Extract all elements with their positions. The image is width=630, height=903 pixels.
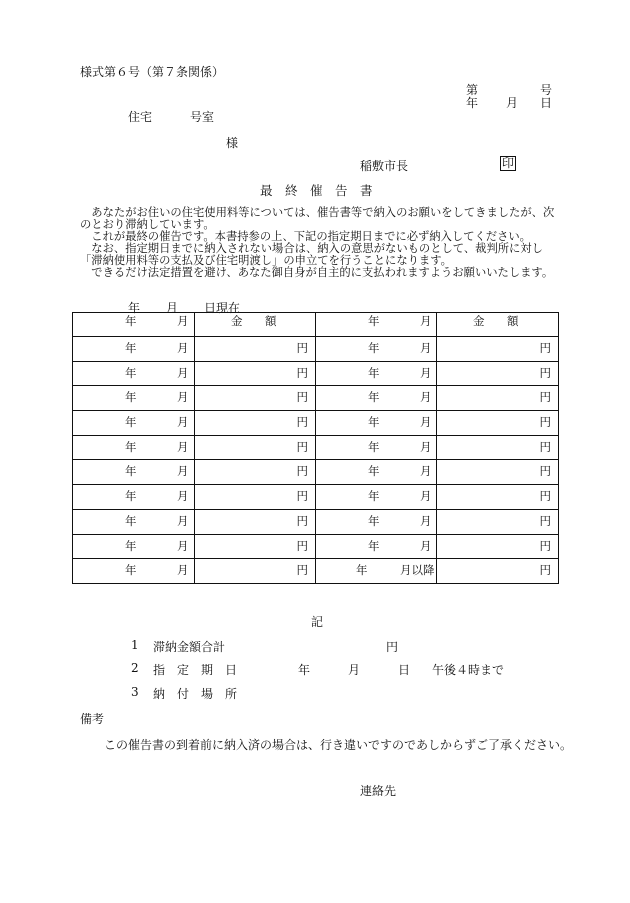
header-period-2: 年 月 — [316, 313, 437, 337]
amount-cell-left: 円 — [195, 337, 316, 362]
table-header-row — [73, 313, 559, 337]
period-cell-right: 年 月 — [316, 337, 437, 362]
document-title: 最 終 催 告 書 — [260, 183, 373, 198]
table-row — [73, 559, 559, 584]
body-paragraph-2: これが最終の催告です。本書持参の上、下記の指定期日までに必ず納入してください。 — [80, 230, 531, 243]
amount-cell-right: 円 — [437, 534, 559, 559]
amount-cell-left: 円 — [195, 559, 316, 584]
period-cell-left: 年 月 — [73, 435, 195, 460]
doc-no-prefix: 第 — [466, 83, 479, 97]
table-row — [73, 386, 559, 411]
amount-cell-right: 円 — [437, 559, 559, 584]
period-cell-right: 年 月 — [316, 435, 437, 460]
table-row — [73, 411, 559, 436]
seal-text: 印 — [502, 156, 515, 170]
table-row — [73, 509, 559, 534]
period-cell-left: 年 月 — [73, 361, 195, 386]
residence-label: 住宅 — [128, 110, 153, 124]
table-row — [73, 435, 559, 460]
item2-label: 指 定 期 日 — [153, 663, 238, 677]
issuer: 稲敷市長 — [360, 159, 409, 173]
date-month: 月 — [506, 96, 519, 110]
item2-year: 年 — [298, 663, 311, 677]
amount-cell-right: 円 — [437, 361, 559, 386]
period-cell-left: 年 月 — [73, 386, 195, 411]
amount-cell-left: 円 — [195, 361, 316, 386]
period-cell-left: 年 月 — [73, 559, 195, 584]
period-cell-right: 年 月 — [316, 411, 437, 436]
item3-label: 納 付 場 所 — [153, 687, 238, 701]
amount-cell-left: 円 — [195, 411, 316, 436]
period-cell-right: 年 月 — [316, 460, 437, 485]
body-text — [80, 207, 558, 279]
header-amount-1: 金 額 — [195, 313, 316, 337]
item1-label: 滞納金額合計 — [153, 640, 226, 654]
table-row — [73, 460, 559, 485]
table-row — [73, 534, 559, 559]
period-cell-left: 年 月 — [73, 337, 195, 362]
amount-cell-right: 円 — [437, 411, 559, 436]
item2-month: 月 — [348, 663, 361, 677]
period-cell-right: 年 月以降 — [316, 559, 437, 584]
seal-mark — [500, 156, 516, 171]
table-row — [73, 485, 559, 510]
room-label: 号室 — [190, 110, 215, 124]
item1-unit: 円 — [386, 640, 399, 654]
period-cell-right: 年 月 — [316, 361, 437, 386]
period-cell-left: 年 月 — [73, 485, 195, 510]
as-of-month: 月 — [166, 301, 179, 315]
body-paragraph-4: できるだけ法定措置を避け、あなた御自身が自主的に支払われますようお願いいたします。 — [80, 266, 554, 279]
as-of-suffix: 日現在 — [204, 301, 241, 315]
period-cell-left: 年 月 — [73, 460, 195, 485]
amount-cell-left: 円 — [195, 534, 316, 559]
form-number: 様式第６号（第７条関係） — [80, 65, 225, 79]
amount-cell-left: 円 — [195, 435, 316, 460]
arrears-table — [72, 312, 559, 584]
doc-no-suffix: 号 — [540, 83, 553, 97]
header-period-1: 年 月 — [73, 313, 195, 337]
amount-cell-right: 円 — [437, 509, 559, 534]
period-cell-right: 年 月 — [316, 534, 437, 559]
amount-cell-right: 円 — [437, 460, 559, 485]
period-cell-right: 年 月 — [316, 485, 437, 510]
amount-cell-right: 円 — [437, 386, 559, 411]
body-paragraph-1: あなたがお住いの住宅使用料等については、催告書等で納入のお願いをしてきましたが、次のとおり滞納しています。 — [80, 206, 555, 231]
amount-cell-left: 円 — [195, 386, 316, 411]
item2-day: 日 — [398, 663, 411, 677]
honorific: 様 — [226, 136, 239, 150]
amount-cell-right: 円 — [437, 337, 559, 362]
period-cell-right: 年 月 — [316, 509, 437, 534]
amount-cell-right: 円 — [437, 485, 559, 510]
amount-cell-left: 円 — [195, 460, 316, 485]
notice-heading: 記 — [311, 615, 324, 629]
item1-number: 1 — [131, 638, 139, 652]
body-paragraph-3: なお、指定期日までに納入されない場合は、納入の意思がないものとして、裁判所に対し「滞納使用料等の支払及び住宅明渡し」の申立てを行うことになります。 — [80, 242, 543, 267]
amount-cell-left: 円 — [195, 485, 316, 510]
table-row — [73, 337, 559, 362]
date-year: 年 — [466, 96, 479, 110]
table-row — [73, 361, 559, 386]
period-cell-right: 年 月 — [316, 386, 437, 411]
item3-number: 3 — [131, 685, 139, 699]
period-cell-left: 年 月 — [73, 411, 195, 436]
amount-cell-left: 円 — [195, 509, 316, 534]
item2-number: 2 — [131, 661, 139, 675]
period-cell-left: 年 月 — [73, 534, 195, 559]
date-day: 日 — [540, 96, 553, 110]
amount-cell-right: 円 — [437, 435, 559, 460]
remarks-text: この催告書の到着前に納入済の場合は、行き違いですのであしからずご了承ください。 — [104, 738, 573, 752]
period-cell-left: 年 月 — [73, 509, 195, 534]
remarks-label: 備考 — [80, 712, 105, 726]
as-of-year: 年 — [128, 301, 141, 315]
item2-time: 午後４時まで — [432, 663, 505, 677]
header-amount-2: 金 額 — [437, 313, 559, 337]
contact-label: 連絡先 — [360, 784, 397, 798]
